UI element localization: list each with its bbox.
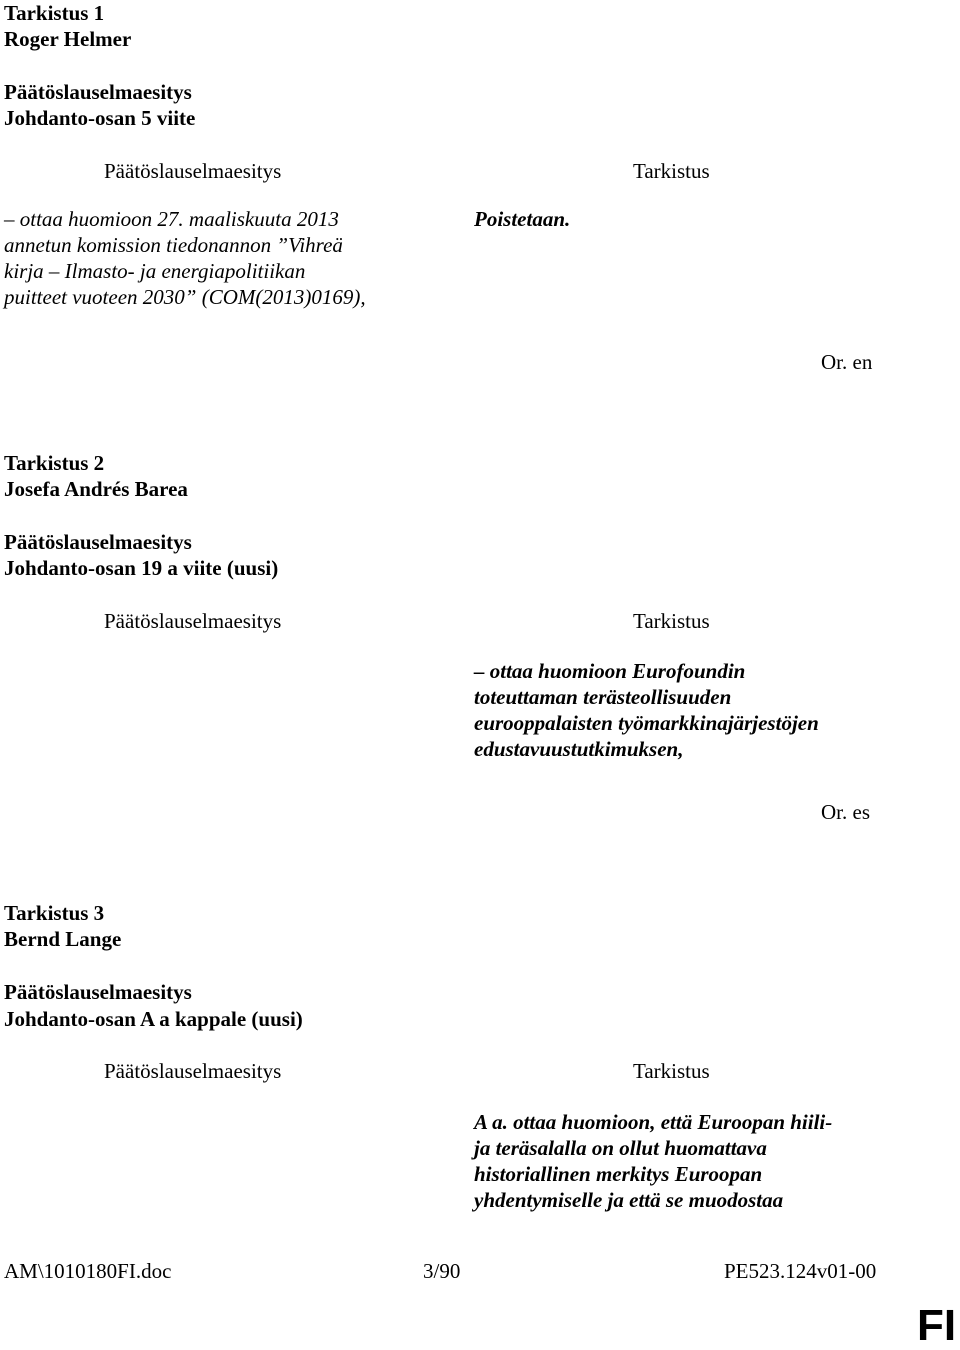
text-line: Poistetaan. bbox=[474, 207, 571, 231]
amendment-3-col-left-header: Päätöslauselmaesitys bbox=[104, 1059, 282, 1083]
amendment-3-right-text bbox=[474, 1109, 894, 1213]
amendment-3-location: Johdanto-osan A a kappale (uusi) bbox=[4, 1007, 303, 1031]
footer-pe-ref: PE523.124v01-00 bbox=[724, 1259, 877, 1283]
amendment-1-col-left-header: Päätöslauselmaesitys bbox=[104, 159, 282, 183]
amendment-3-number: Tarkistus 3 bbox=[4, 901, 105, 925]
text-line: yhdentymiselle ja että se muodostaa bbox=[474, 1188, 784, 1212]
amendment-1-col-right-header: Tarkistus bbox=[633, 159, 710, 183]
amendment-1-number: Tarkistus 1 bbox=[4, 1, 105, 25]
footer-doc-ref: AM\1010180FI.doc bbox=[4, 1259, 172, 1283]
amendment-1-location: Johdanto-osan 5 viite bbox=[4, 106, 196, 130]
text-line: kirja – Ilmasto- ja energiapolitiikan bbox=[4, 259, 306, 283]
amendment-1-author: Roger Helmer bbox=[4, 27, 132, 51]
text-line: A a. ottaa huomioon, että Euroopan hiili- bbox=[474, 1110, 833, 1134]
amendment-2-col-left-header: Päätöslauselmaesitys bbox=[104, 609, 282, 633]
amendment-3-author: Bernd Lange bbox=[4, 927, 122, 951]
text-line: – ottaa huomioon 27. maaliskuuta 2013 bbox=[4, 207, 339, 231]
text-line: puitteet vuoteen 2030” (COM(2013)0169), bbox=[4, 285, 366, 309]
text-line: ja teräsalalla on ollut huomattava bbox=[474, 1136, 767, 1160]
text-line: annetun komission tiedonannon ”Vihreä bbox=[4, 233, 343, 257]
amendment-3-col-right-header: Tarkistus bbox=[633, 1059, 710, 1083]
amendment-3-doc-label: Päätöslauselmaesitys bbox=[4, 980, 192, 1004]
amendment-1-doc-label: Päätöslauselmaesitys bbox=[4, 80, 192, 104]
amendment-2-right-text bbox=[474, 658, 894, 762]
text-line: eurooppalaisten työmarkkinajärjestöjen bbox=[474, 711, 819, 735]
language-mark: FI bbox=[917, 1301, 957, 1350]
amendment-2-location: Johdanto-osan 19 a viite (uusi) bbox=[4, 556, 279, 580]
amendment-1-left-text bbox=[4, 206, 414, 310]
amendment-2-original-language: Or. es bbox=[821, 800, 870, 824]
amendment-1-right-text bbox=[474, 206, 894, 232]
amendment-2-col-right-header: Tarkistus bbox=[633, 609, 710, 633]
amendment-2-author: Josefa Andrés Barea bbox=[4, 477, 188, 501]
amendment-2-number: Tarkistus 2 bbox=[4, 451, 105, 475]
amendment-2-doc-label: Päätöslauselmaesitys bbox=[4, 530, 192, 554]
amendment-1-original-language: Or. en bbox=[821, 350, 873, 374]
text-line: toteuttaman terästeollisuuden bbox=[474, 685, 732, 709]
text-line: – ottaa huomioon Eurofoundin bbox=[474, 659, 746, 683]
text-line: historiallinen merkitys Euroopan bbox=[474, 1162, 763, 1186]
footer-page-number: 3/90 bbox=[423, 1259, 461, 1283]
text-line: edustavuustutkimuksen, bbox=[474, 737, 684, 761]
